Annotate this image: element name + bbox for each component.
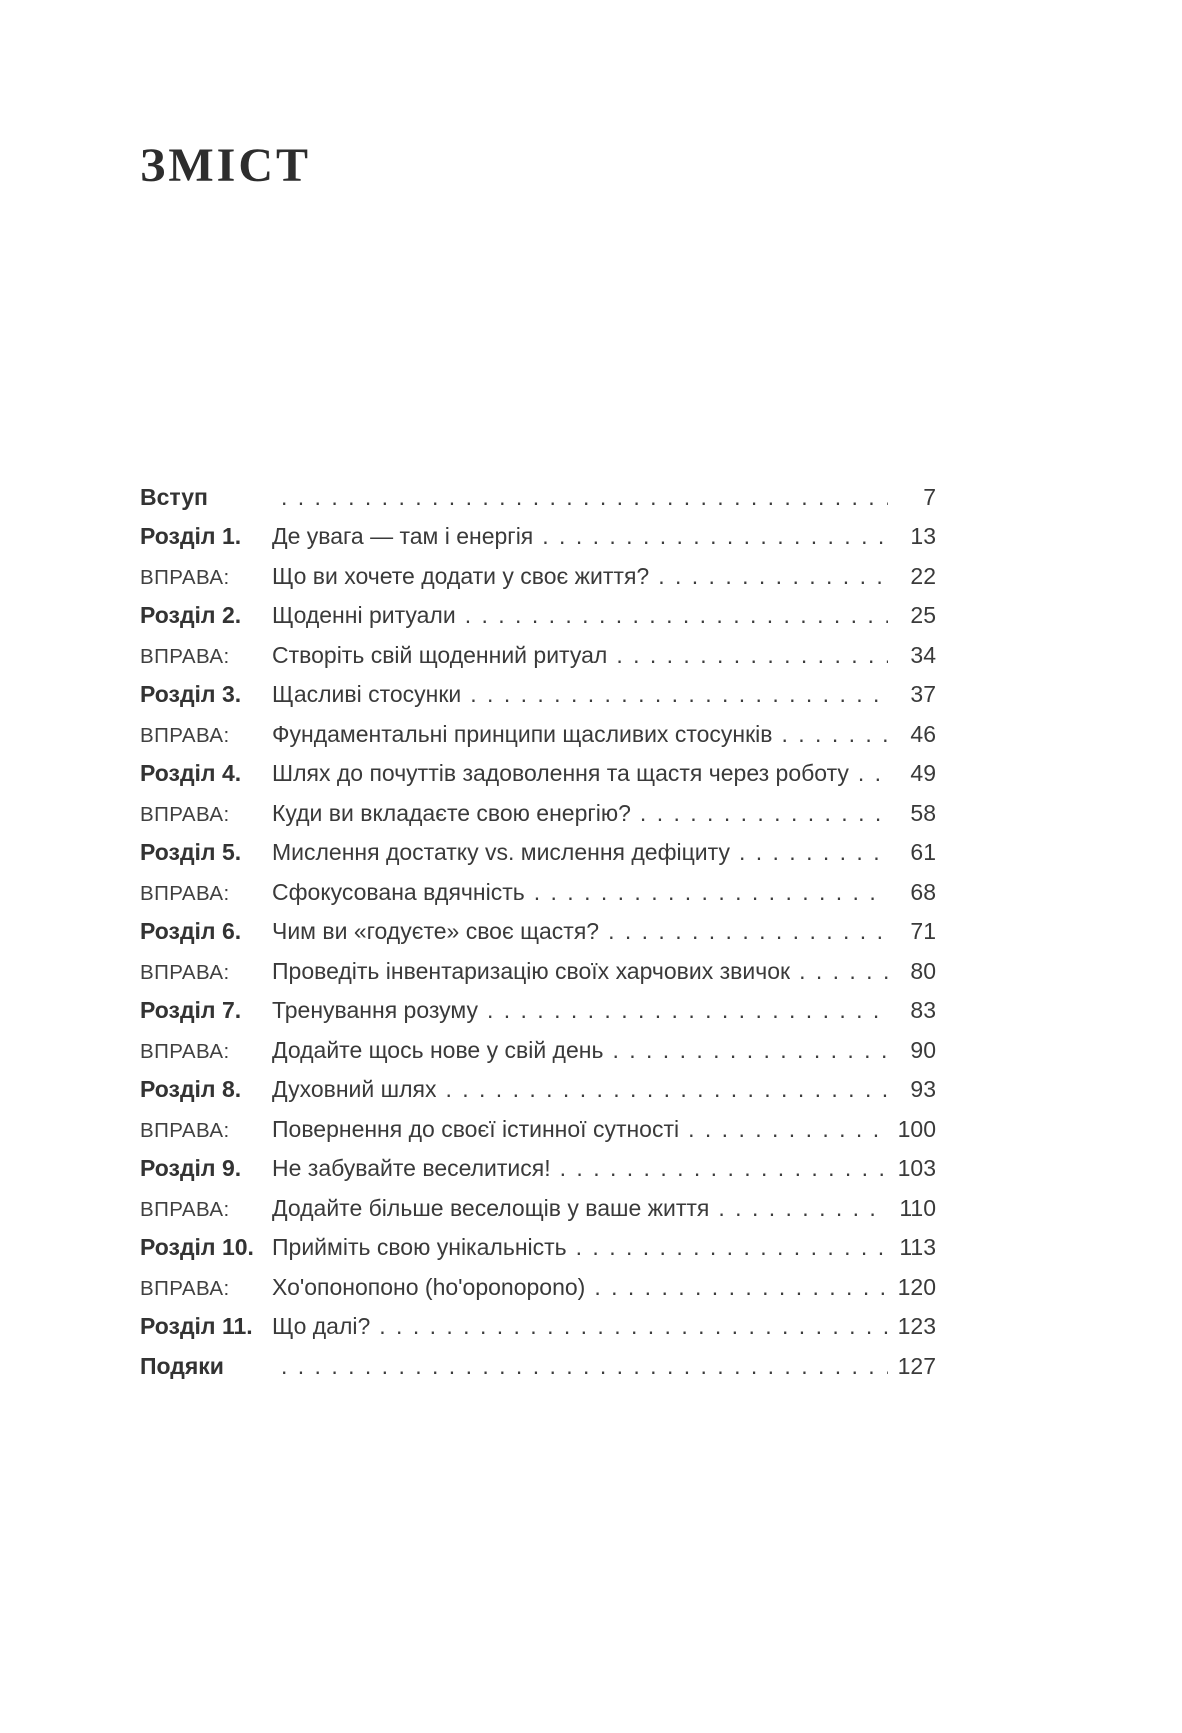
toc-entry-title: Що ви хочете додати у своє життя? <box>272 562 650 589</box>
toc-row <box>140 952 936 992</box>
toc-dot-leader <box>718 1189 888 1229</box>
toc-dot-leader <box>658 557 888 597</box>
toc-entry-title: Додайте щось нове у свій день <box>272 1036 604 1063</box>
toc-entry-page: 25 <box>910 602 936 629</box>
toc-entry-label: ВПРАВА: <box>140 1197 230 1221</box>
toc-entry-title: Куди ви вкладаєте свою енергію? <box>272 799 631 826</box>
toc-entry-page: 80 <box>910 957 936 984</box>
toc-entry-page: 46 <box>910 720 936 747</box>
toc-dot-leader <box>739 833 888 873</box>
toc-entry-title: Прийміть свою унікальність <box>272 1234 567 1261</box>
toc-dot-leader <box>445 1070 888 1110</box>
toc-entry-page: 127 <box>897 1352 936 1379</box>
toc-entry-label: ВПРАВА: <box>140 723 230 747</box>
toc-row <box>140 1149 936 1189</box>
toc-row <box>140 794 936 834</box>
toc-entry-page: 123 <box>897 1313 936 1340</box>
toc-row <box>140 1031 936 1071</box>
toc-dot-leader <box>281 1347 888 1387</box>
toc-entry-label: ВПРАВА: <box>140 1039 230 1063</box>
toc-entry-label: Розділ 7. <box>140 997 242 1024</box>
toc-entry-label: Розділ 9. <box>140 1155 242 1182</box>
toc-dot-leader <box>594 1268 888 1308</box>
toc-dot-leader <box>379 1307 888 1347</box>
toc-entry-label: ВПРАВА: <box>140 802 230 826</box>
toc-entry-page: 58 <box>910 799 936 826</box>
toc-row <box>140 1268 936 1308</box>
toc-entry-label: ВПРАВА: <box>140 565 230 589</box>
toc-row <box>140 1189 936 1229</box>
toc-dot-leader <box>487 991 888 1031</box>
toc-row <box>140 912 936 952</box>
toc-entry-page: 71 <box>910 918 936 945</box>
toc-entry-page: 34 <box>910 641 936 668</box>
toc-row <box>140 675 936 715</box>
toc-entry-page: 90 <box>910 1036 936 1063</box>
toc-entry-title: Додайте більше веселощів у ваше життя <box>272 1194 710 1221</box>
toc-entry-title: Повернення до своєї істинної сутності <box>272 1115 680 1142</box>
toc-dot-leader <box>608 912 888 952</box>
toc-entry-title: Де увага — там і енергія <box>272 523 534 550</box>
toc-entry-label: ВПРАВА: <box>140 644 230 668</box>
toc-list <box>140 478 936 1387</box>
toc-entry-label: Вступ <box>140 483 208 510</box>
page-title: ЗМІСТ <box>140 139 311 192</box>
toc-entry-label: ВПРАВА: <box>140 881 230 905</box>
toc-entry-label: Розділ 2. <box>140 602 242 629</box>
toc-row <box>140 1110 936 1150</box>
toc-row <box>140 517 936 557</box>
toc-entry-title: Шлях до почуттів задоволення та щастя через роботу <box>272 760 849 787</box>
toc-entry-label: Розділ 6. <box>140 918 242 945</box>
toc-entry-page: 100 <box>897 1115 936 1142</box>
toc-entry-label: ВПРАВА: <box>140 960 230 984</box>
toc-dot-leader <box>534 873 888 913</box>
toc-entry-title: Тренування розуму <box>272 997 478 1024</box>
toc-entry-page: 68 <box>910 878 936 905</box>
toc-entry-page: 61 <box>910 839 936 866</box>
toc-dot-leader <box>470 675 888 715</box>
toc-entry-label: Розділ 11. <box>140 1313 253 1340</box>
toc-dot-leader <box>560 1149 888 1189</box>
toc-entry-label: Розділ 4. <box>140 760 242 787</box>
toc-row <box>140 1228 936 1268</box>
toc-entry-title: Мислення достатку vs. мислення дефіциту <box>272 839 730 866</box>
toc-entry-page: 49 <box>910 760 936 787</box>
toc-dot-leader <box>465 596 888 636</box>
toc-entry-title: Не забувайте веселитися! <box>272 1155 551 1182</box>
toc-entry-title: Чим ви «годуєте» своє щастя? <box>272 918 600 945</box>
toc-dot-leader <box>640 794 888 834</box>
toc-entry-title: Щоденні ритуали <box>272 602 456 629</box>
toc-entry-page: 13 <box>910 523 936 550</box>
toc-row <box>140 1307 936 1347</box>
toc-entry-title: Духовний шлях <box>272 1076 437 1103</box>
toc-row <box>140 1070 936 1110</box>
toc-entry-page: 120 <box>897 1273 936 1300</box>
toc-row <box>140 715 936 755</box>
toc-row <box>140 754 936 794</box>
toc-entry-label: Розділ 10. <box>140 1234 254 1261</box>
toc-entry-title: Сфокусована вдячність <box>272 878 525 905</box>
toc-entry-label: Розділ 8. <box>140 1076 242 1103</box>
toc-entry-label: Подяки <box>140 1352 224 1379</box>
toc-entry-page: 7 <box>923 483 936 510</box>
toc-entry-page: 22 <box>910 562 936 589</box>
toc-row <box>140 478 936 518</box>
toc-dot-leader <box>576 1228 888 1268</box>
toc-entry-title: Фундаментальні принципи щасливих стосунків <box>272 720 773 747</box>
toc-dot-leader <box>616 636 888 676</box>
toc-entry-label: Розділ 1. <box>140 523 242 550</box>
toc-row <box>140 833 936 873</box>
toc-dot-leader <box>612 1031 888 1071</box>
toc-row <box>140 636 936 676</box>
toc-entry-title: Проведіть інвентаризацію своїх харчових звичок <box>272 957 791 984</box>
toc-row <box>140 557 936 597</box>
toc-entry-page: 83 <box>910 997 936 1024</box>
toc-row <box>140 596 936 636</box>
toc-row <box>140 991 936 1031</box>
toc-dot-leader <box>799 952 888 992</box>
toc-entry-page: 37 <box>910 681 936 708</box>
toc-entry-page: 113 <box>899 1234 936 1261</box>
toc-entry-title: Хо'опонопоно (ho'oponopono) <box>272 1273 586 1300</box>
toc-entry-title: Створіть свій щоденний ритуал <box>272 641 608 668</box>
toc-entry-label: ВПРАВА: <box>140 1276 230 1300</box>
toc-entry-page: 93 <box>910 1076 936 1103</box>
toc-dot-leader <box>542 517 888 557</box>
toc-entry-page: 110 <box>899 1194 936 1221</box>
toc-dot-leader <box>782 715 889 755</box>
toc-entry-title: Що далі? <box>272 1313 371 1340</box>
toc-row <box>140 873 936 913</box>
toc-dot-leader <box>281 478 888 518</box>
toc-dot-leader <box>858 754 888 794</box>
toc-entry-label: ВПРАВА: <box>140 1118 230 1142</box>
toc-entry-page: 103 <box>897 1155 936 1182</box>
toc-row <box>140 1347 936 1387</box>
toc-entry-label: Розділ 5. <box>140 839 242 866</box>
toc-entry-label: Розділ 3. <box>140 681 242 708</box>
toc-dot-leader <box>688 1110 888 1150</box>
toc-entry-title: Щасливі стосунки <box>272 681 462 708</box>
